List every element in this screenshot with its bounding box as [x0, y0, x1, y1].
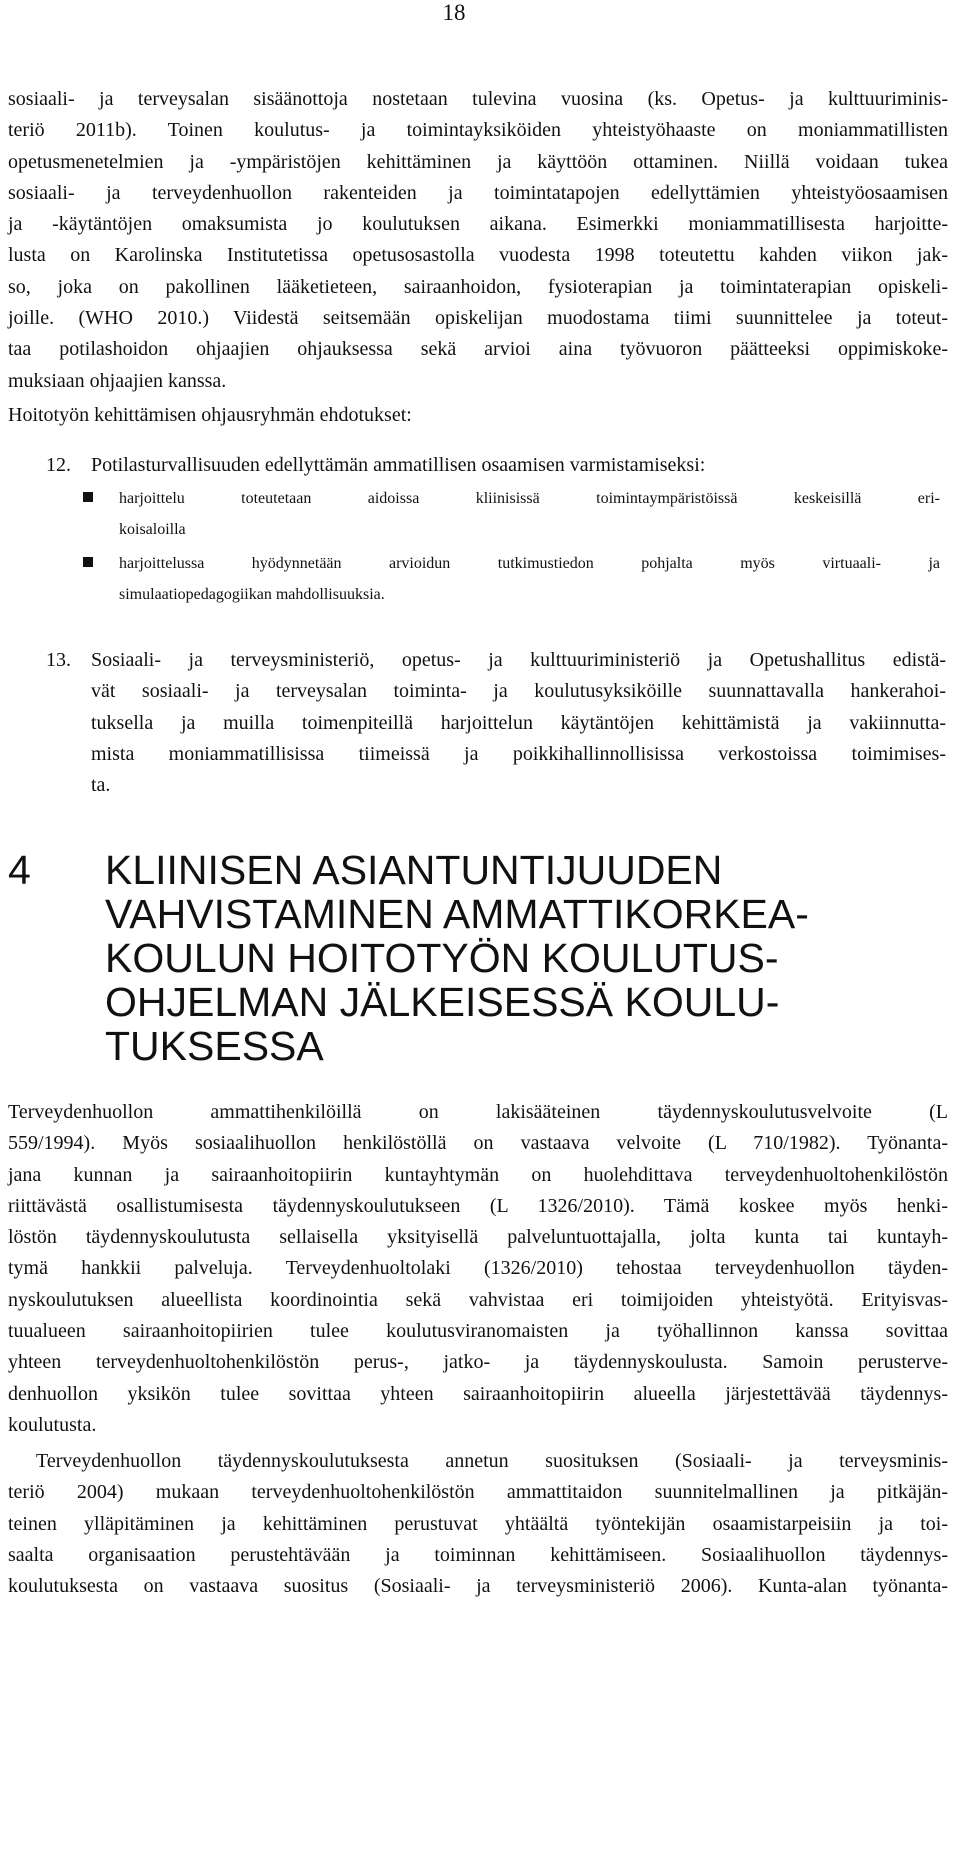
bullet-text: [119, 548, 940, 611]
square-bullet-icon: [83, 557, 93, 567]
text-line: sosiaali- ja terveydenhuollon rakenteiden ja toimintatapojen edellyttämien yhteistyöosaamisen: [8, 181, 948, 204]
text-line: yhteen terveydenhuoltohenkilöstön perus-, jatko- ja täydennyskoulusta. Samoin perusterve-: [8, 1351, 948, 1374]
text-line: Terveydenhuollon ammattihenkilöillä on lakisääteinen täydennyskoulutusvelvoite (L: [8, 1101, 948, 1123]
text-line: taa potilashoidon ohjaajien ohjauksessa sekä arvioi aina työvuoron päätteeksi oppimiskoke-: [8, 338, 948, 361]
chapter-title-line: KLIINISEN ASIANTUNTIJUUDEN: [105, 847, 723, 893]
text-line: denhuollon yksikön tulee sovittaa yhteen sairaanhoitopiirin alueella järjestettävää täydennys-: [8, 1382, 948, 1405]
chapter-title-line: VAHVISTAMINEN AMMATTIKORKEA-: [105, 891, 809, 937]
text-line: tuualueen sairaanhoitopiirien tulee koulutusviranomaisten ja työhallinnon kanssa sovittaa: [8, 1320, 948, 1343]
square-bullet-icon: [83, 492, 93, 502]
text-line: Terveydenhuollon täydennyskoulutuksesta annetun suosituksen (Sosiaali- ja terveysminis-: [36, 1450, 948, 1472]
text-line: so, joka on pakollinen lääketieteen, sairaanhoidon, fysioterapian ja toimintaterapian opiskeli-: [8, 275, 948, 298]
text-line: nyskoulutuksen alueellista koordinointia sekä vahvistaa eri toimijoiden yhteistyötä. Erityisvas-: [8, 1288, 948, 1311]
recommendation-text: [91, 450, 946, 481]
intro-paragraph: [8, 84, 948, 397]
chapter-paragraph-2: [8, 1446, 948, 1602]
text-line: Sosiaali- ja terveysministeriö, opetus- ja kulttuuriministeriö ja Opetushallitus edistä-: [91, 649, 946, 671]
text-line: harjoittelu toteutetaan aidoissa kliinisissä toimintaympäristöissä keskeisillä eri-: [119, 490, 940, 507]
text-line: 559/1994). Myös sosiaalihuollon henkilöstöllä on vastaava velvoite (L 710/1982). Työnanta-: [8, 1132, 948, 1155]
bullet-text: [119, 483, 940, 546]
text-line: sosiaali- ja terveysalan sisäänottoja nostetaan tulevina vuosina (ks. Opetus- ja kulttuuriminis-: [8, 88, 948, 110]
text-line: ta.: [91, 774, 111, 797]
chapter-title: [105, 848, 925, 1068]
text-line: jana kunnan ja sairaanhoitopiirin kuntayhtymän on huolehdittava terveydenhuoltohenkilöstön: [8, 1163, 948, 1186]
text-line: teriö 2011b). Toinen koulutus- ja toimintayksiköiden yhteistyöhaaste on moniammatillisten: [8, 119, 948, 142]
text-line: tuksella ja muilla toimenpiteillä harjoittelun käytäntöjen kehittämistä ja vakiinnutta-: [91, 711, 946, 734]
chapter-paragraph-1: [8, 1097, 948, 1441]
text-line: harjoittelussa hyödynnetään arvioidun tutkimustiedon pohjalta myös virtuaali- ja: [119, 555, 940, 572]
text-line: mista moniammatillisissa tiimeissä ja poikkihallinnollisissa verkostoissa toimimises-: [91, 742, 946, 765]
list-number: 12.: [46, 454, 71, 476]
list-number: 13.: [46, 649, 71, 671]
text-line: muksiaan ohjaajien kanssa.: [8, 369, 227, 392]
text-line: teriö 2004) mukaan terveydenhuoltohenkilöstön ammattitaidon suunnitelmallinen ja pitkäjän-: [8, 1481, 948, 1504]
chapter-title-line: KOULUN HOITOTYÖN KOULUTUS-: [105, 935, 779, 981]
text-line: tymä hankkii palveluja. Terveydenhuoltolaki (1326/2010) tehostaa terveydenhuollon täyden-: [8, 1257, 948, 1280]
text-line: simulaatiopedagogiikan mahdollisuuksia.: [119, 586, 385, 604]
text-line: ja -käytäntöjen omaksumista jo koulutuksen aikana. Esimerkki moniammatillisesta harjoitte-: [8, 213, 948, 236]
text-line: koulutuksesta on vastaava suositus (Sosiaali- ja terveysministeriö 2006). Kunta-alan työnanta-: [8, 1575, 948, 1598]
text-line: teinen ylläpitäminen ja kehittäminen perustuvat yhtäältä työntekijän osaamistarpeisiin ja toi-: [8, 1512, 948, 1535]
text-line: lusta on Karolinska Institutetissa opetusosastolla vuodesta 1998 toteutettu kahden viikon jak-: [8, 244, 948, 267]
text-line: opetusmenetelmien ja -ympäristöjen kehittäminen ja käyttöön ottaminen. Niillä voidaan tukea: [8, 150, 948, 173]
text-line: vät sosiaali- ja terveysalan toiminta- ja koulutusyksiköille suunnattavalla hankerahoi-: [91, 680, 946, 703]
text-line: Potilasturvallisuuden edellyttämän ammatillisen osaamisen varmistamiseksi:: [91, 454, 706, 476]
recommendations-heading: Hoitotyön kehittämisen ohjausryhmän ehdotukset:: [8, 404, 412, 426]
text-line: riittävästä osallistumisesta täydennyskoulutukseen (L 1326/2010). Tämä koskee myös henki-: [8, 1194, 948, 1217]
chapter-title-line: OHJELMAN JÄLKEISESSÄ KOULU-: [105, 979, 780, 1025]
text-line: saalta organisaation perustehtävään ja toiminnan kehittämiseen. Sosiaalihuollon täydennys-: [8, 1543, 948, 1566]
chapter-title-line: TUKSESSA: [105, 1023, 324, 1069]
recommendation-text: [91, 645, 946, 801]
text-line: joille. (WHO 2010.) Viidestä seitsemään opiskelijan muodostama tiimi suunnittelee ja toteut-: [8, 307, 948, 330]
chapter-number: 4: [8, 847, 31, 893]
text-line: koisaloilla: [119, 521, 186, 539]
text-line: koulutusta.: [8, 1413, 97, 1436]
page-number: 18: [442, 0, 466, 25]
text-line: löstön täydennyskoulutusta sellaisella yksityisellä palveluntuottajalla, jolta kunta tai kuntayh-: [8, 1226, 948, 1249]
